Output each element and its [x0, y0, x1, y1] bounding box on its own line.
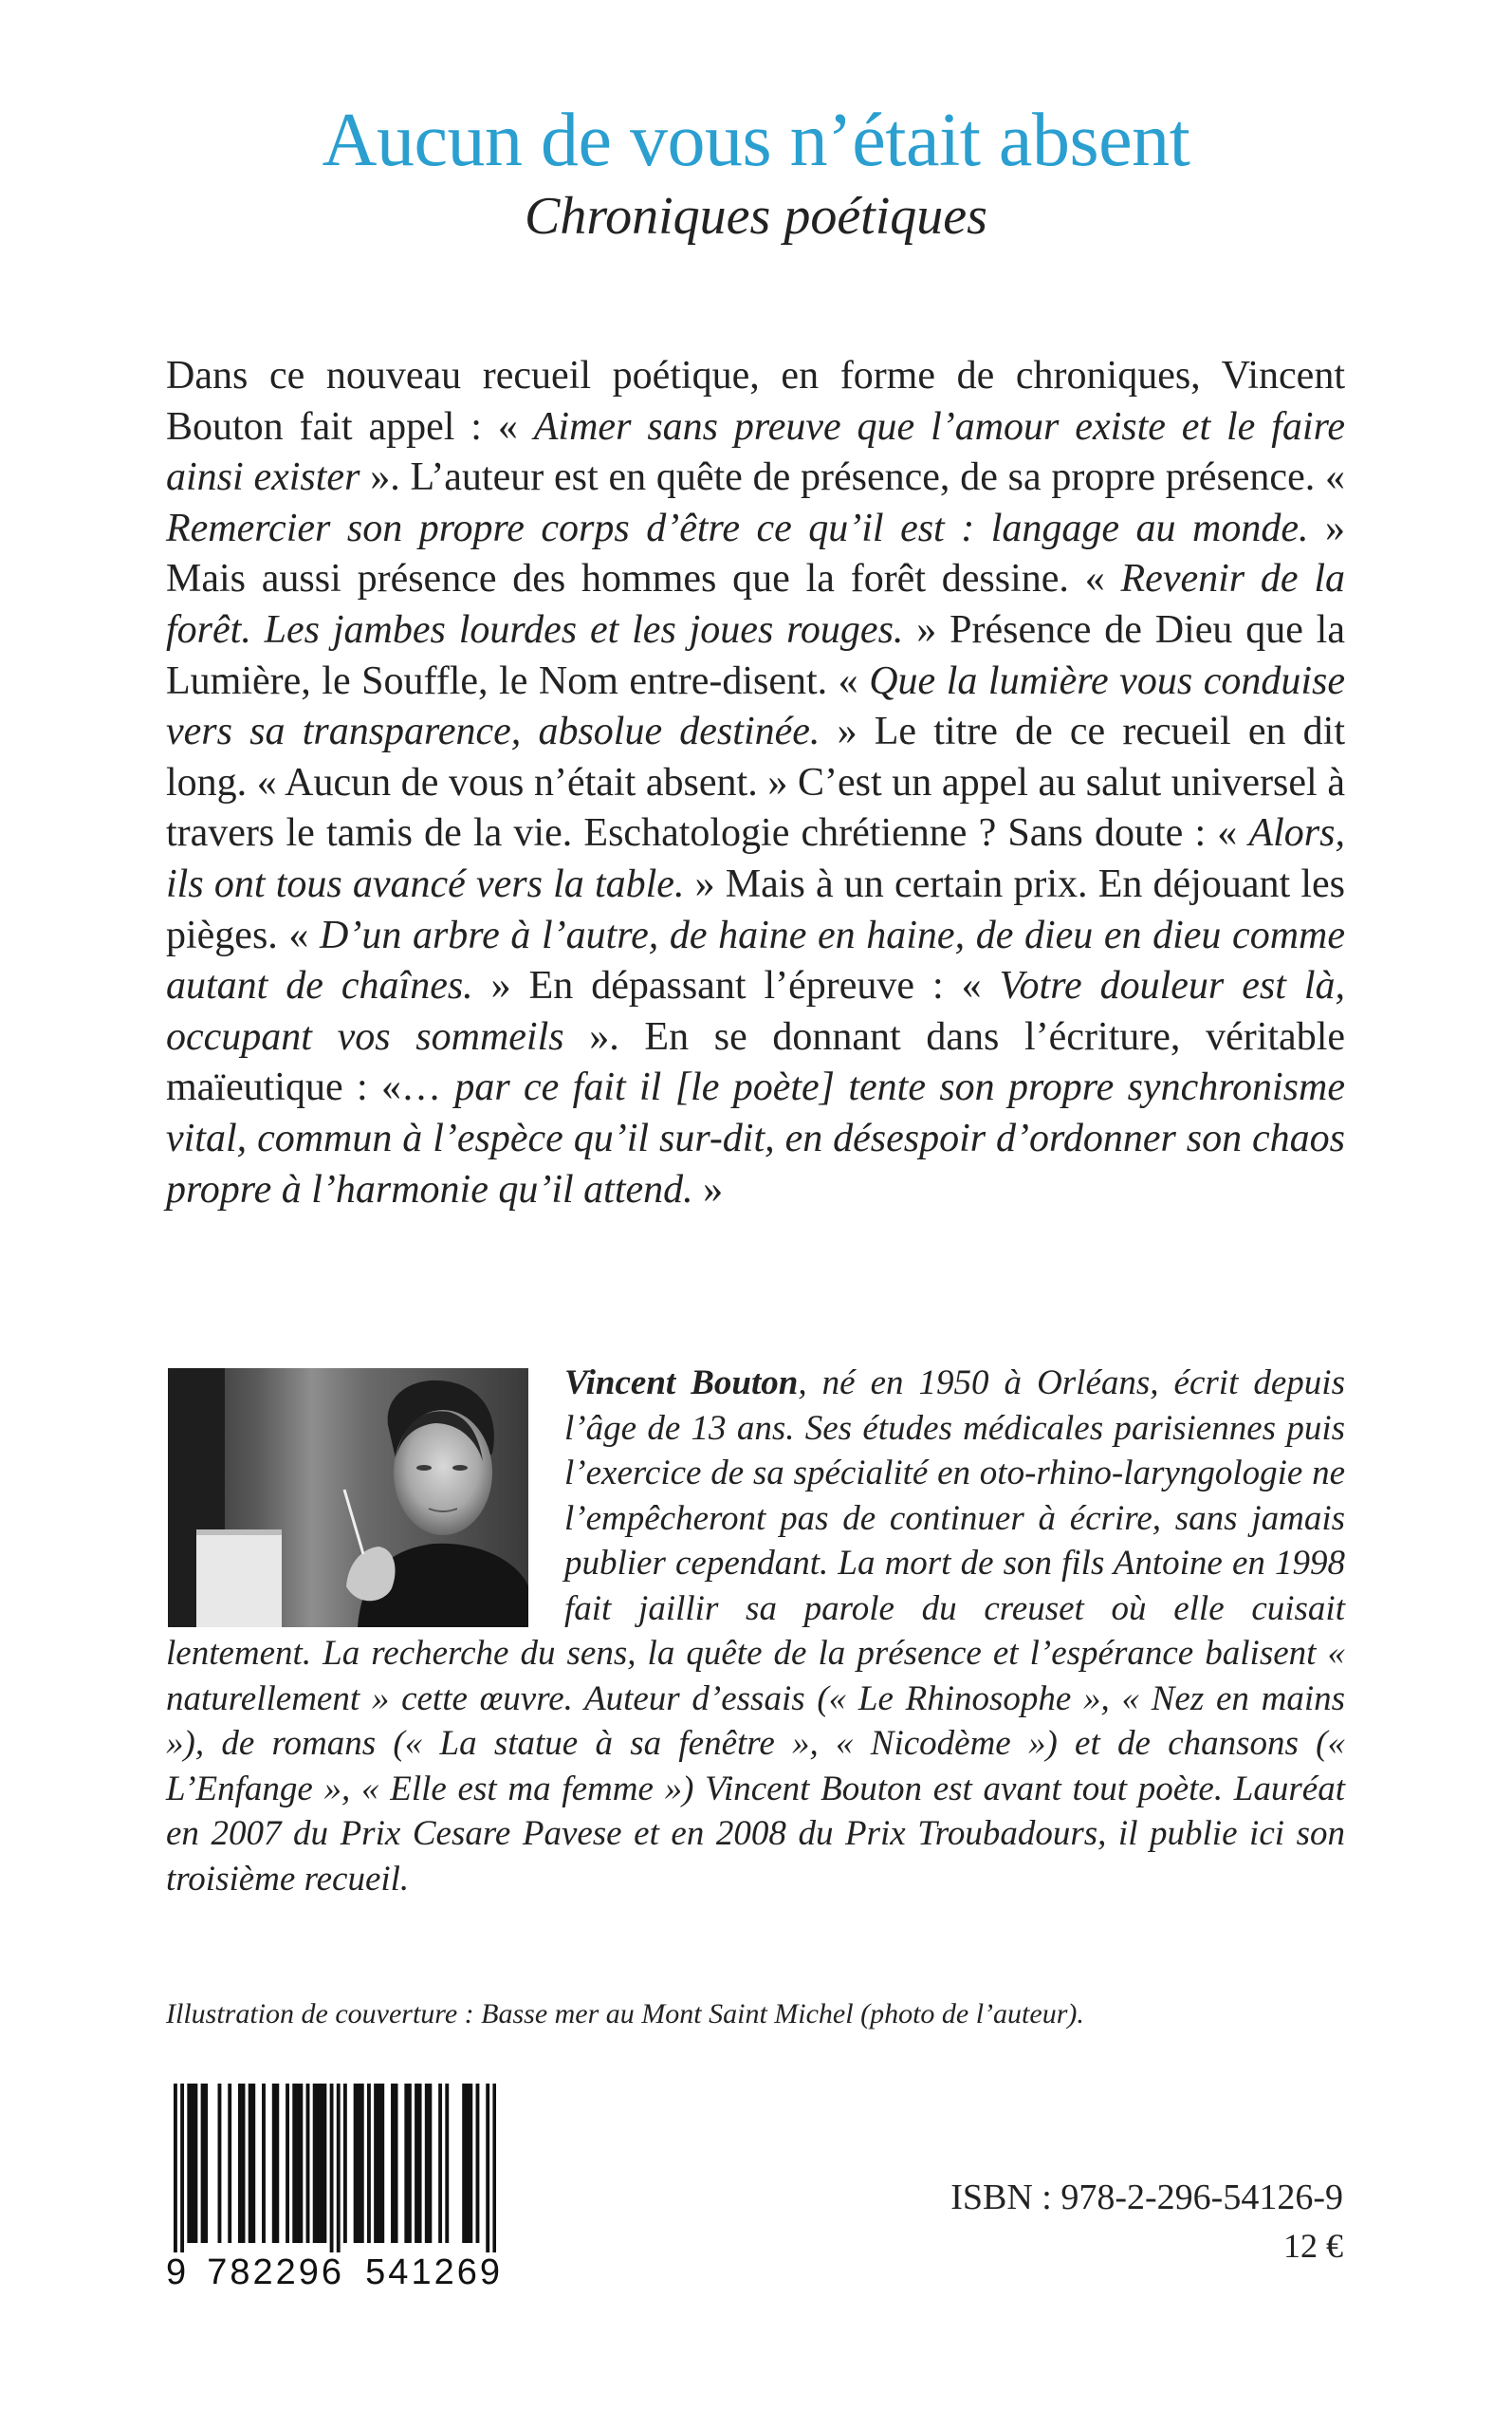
barcode-digits-right: 541269 — [365, 2252, 503, 2292]
barcode-bar — [354, 2084, 358, 2243]
barcode-bar — [380, 2084, 384, 2243]
blurb-quote: D’un arbre à l’autre, de haine en haine, de dieu en dieu comme autant de chaînes. — [166, 913, 1345, 1009]
barcode-bar — [174, 2084, 177, 2252]
barcode-bar — [292, 2084, 296, 2243]
blurb-text: » Mais aussi présence des hommes que la forêt dessine. « — [166, 506, 1345, 602]
barcode-bar — [378, 2084, 381, 2243]
barcode-digit-first: 9 — [166, 2252, 187, 2292]
barcode-bar — [404, 2084, 408, 2243]
barcode-bar — [306, 2084, 310, 2243]
barcode-bar — [316, 2084, 320, 2243]
barcode-bar — [415, 2084, 418, 2243]
blurb-text: » Le titre de ce recueil en dit long. « Aucun de vous n’était absent. » C’est un appel au salut universel à travers le tamis de la vie. Eschatologie chrétienne ? Sans doute : « — [166, 710, 1345, 856]
blurb-quote: par ce fait il [le poète] tente son propre synchronisme vital, commun à l’espèce qu’il sur-dit, en désespoir d’ordonner son chaos propre à l’harmonie qu’il attend. — [166, 1066, 1345, 1212]
blurb-quote: Alors, ils ont tous avancé vers la table. — [166, 811, 1345, 906]
barcode-bar — [445, 2084, 449, 2243]
barcode-bar — [251, 2084, 255, 2243]
barcode-bar — [187, 2084, 191, 2243]
barcode-bar — [367, 2084, 371, 2243]
barcode-bar — [218, 2084, 222, 2243]
back-cover-blurb — [166, 351, 1345, 1215]
barcode-bar — [428, 2084, 432, 2243]
barcode-bar — [476, 2084, 480, 2243]
barcode-bar — [313, 2084, 317, 2243]
blurb-text: » Présence de Dieu que la Lumière, le Souffle, le Nom entre-disent. « — [166, 607, 1345, 703]
blurb-text: ». L’auteur est en quête de présence, de sa propre présence. « — [360, 455, 1345, 500]
barcode-bar — [391, 2084, 395, 2243]
author-name: Vincent Bouton — [564, 1363, 799, 1402]
barcode-bar — [418, 2084, 422, 2243]
book-title: Aucun de vous n’était absent — [322, 99, 1190, 182]
barcode-bar — [466, 2084, 470, 2243]
portrait-spacer — [166, 1361, 564, 1629]
barcode-bar — [249, 2084, 252, 2243]
barcode-bar — [486, 2084, 489, 2252]
blurb-quote: Remercier son propre corps d’être ce qu’il est : langage au monde. — [166, 506, 1309, 550]
blurb-quote: Votre douleur est là, occupant vos sommeils — [166, 964, 1345, 1059]
cover-illustration-credit: Illustration de couverture : Basse mer au Mont Saint Michel (photo de l’auteur). — [166, 1998, 1084, 2029]
barcode-bars — [174, 2084, 496, 2252]
book-subtitle: Chroniques poétiques — [525, 187, 987, 246]
barcode-bar — [194, 2084, 197, 2243]
barcode-bar — [337, 2084, 341, 2252]
barcode-bar — [323, 2084, 326, 2243]
barcode-bar — [462, 2084, 466, 2243]
blurb-text: Dans ce nouveau recueil poétique, en forme de chroniques, Vincent Bouton fait appel : « — [166, 354, 1345, 449]
barcode-bar — [228, 2084, 231, 2243]
barcode-bar — [191, 2084, 194, 2243]
blurb-text: ». En se donnant dans l’écriture, véritable maïeutique : «… — [166, 1014, 1345, 1110]
barcode-bar — [343, 2084, 347, 2243]
author-bio-text: , né en 1950 à Orléans, écrit depuis l’âge de 13 ans. Ses études médicales parisiennes puis l’exercice de sa spécialité en oto-rhino-laryngologie ne l’empêcheront pas de continuer à écrire, sans jamais publier cependant. La mort de son fils Antoine en 1998 fait jaillir sa parole du creuset où elle cuisait lentement. La recherche du sens, la quête de la présence et l’espérance balisent « naturellement » cette œuvre. Auteur d’essais (« Le Rhinosophe », « Nez en mains »), de romans (« La statue à sa fenêtre », « Nicodème ») et de chansons (« L’Enfange », « Elle est ma femme ») Vincent Bouton est avant tout poète. Lauréat en 2007 du Prix Cesare Pavese et en 2008 du Prix Troubadours, il publie ici son troisième recueil. — [166, 1363, 1345, 1899]
barcode-bar — [238, 2084, 242, 2243]
barcode-bar — [357, 2084, 360, 2243]
blurb-text: » En dépassant l’épreuve : « — [472, 964, 1000, 1009]
isbn-barcode — [166, 2084, 503, 2307]
barcode-bar — [492, 2084, 496, 2252]
barcode-bar — [299, 2084, 303, 2243]
barcode-bar — [425, 2084, 429, 2243]
barcode-bar — [204, 2084, 208, 2243]
barcode-digits — [166, 2254, 503, 2290]
blurb-quote: Revenir de la forêt. Les jambes lourdes et les joues rouges. — [166, 557, 1346, 652]
isbn-number: ISBN : 978-2-296-54126-9 — [950, 2177, 1343, 2217]
author-bio — [166, 1361, 1345, 1901]
barcode-bar — [272, 2084, 276, 2243]
barcode-bar — [180, 2084, 184, 2252]
barcode-bar — [469, 2084, 472, 2243]
barcode-digits-left: 782296 — [207, 2252, 345, 2292]
blurb-quote: Aimer sans preuve que l’amour existe et le faire ainsi exister — [166, 404, 1345, 500]
barcode-bar — [360, 2084, 364, 2243]
barcode-bar — [286, 2084, 289, 2243]
blurb-quote: Que la lumière vous conduise vers sa transparence, absolue destinée. — [166, 658, 1345, 754]
barcode-bar — [242, 2084, 246, 2243]
barcode-bar — [201, 2084, 205, 2243]
barcode-bar — [320, 2084, 323, 2243]
blurb-text: » Mais à un certain prix. En déjouant les pièges. « — [166, 862, 1345, 957]
barcode-bar — [395, 2084, 398, 2243]
barcode-bar — [296, 2084, 300, 2243]
barcode-bar — [275, 2084, 279, 2243]
barcode-bar — [374, 2084, 378, 2243]
blurb-text: » — [692, 1167, 724, 1212]
barcode-bar — [262, 2084, 266, 2243]
barcode-bar — [330, 2084, 334, 2252]
barcode-bar — [408, 2084, 412, 2243]
barcode-bar — [438, 2084, 442, 2243]
price: 12 € — [1283, 2227, 1343, 2265]
